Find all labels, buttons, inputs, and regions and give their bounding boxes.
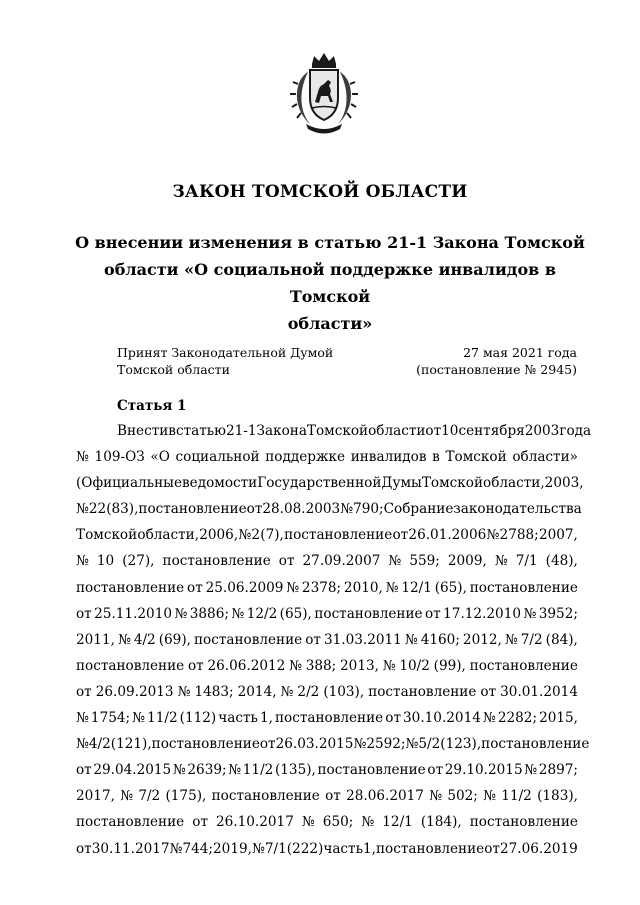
article-word: №: [231, 605, 245, 622]
article-word: от: [76, 683, 92, 700]
article-text-line: [76, 809, 578, 835]
article-word: постановление: [469, 579, 578, 596]
article-word: №: [429, 788, 443, 805]
article-word: 2007,: [538, 527, 578, 544]
article-word: №: [289, 657, 302, 674]
article-word: 26.01.2006: [408, 527, 487, 544]
article-word: от: [188, 657, 204, 674]
article-word: (84),: [545, 631, 578, 648]
article-word: 502;: [447, 788, 478, 805]
article-text-line: [76, 653, 578, 679]
article-word: 22: [88, 501, 107, 518]
article-word: №: [132, 710, 146, 727]
article-word: законодательства: [453, 501, 582, 518]
article-word: постановление: [314, 605, 423, 622]
article-word: 2003,: [544, 475, 584, 492]
article-word: постановление: [368, 683, 477, 700]
article-word: 2012,: [462, 631, 502, 648]
article-word: постановление: [481, 736, 590, 753]
tomsk-coat-of-arms-icon: [288, 50, 360, 134]
article-text-line: [76, 418, 592, 444]
law-subtitle: [70, 229, 590, 337]
article-word: 2897;: [538, 762, 578, 779]
article-text-line: [76, 470, 584, 496]
article-text-line: [76, 679, 578, 705]
article-word: от: [187, 579, 203, 596]
article-word: от: [484, 840, 500, 857]
article-word: 29.04.2015: [93, 762, 172, 779]
article-word: №: [76, 449, 89, 466]
article-word: №: [482, 710, 496, 727]
article-word: №: [251, 840, 265, 857]
article-word: часть: [218, 710, 258, 727]
article-word: №: [76, 501, 89, 518]
article-word: 28.08.2003: [262, 501, 341, 518]
article-word: 27.09.2007: [302, 553, 381, 570]
article-word: 12/1: [382, 814, 413, 831]
article-word: 559;: [409, 553, 440, 570]
article-word: (135),: [274, 762, 316, 779]
article-word: №: [174, 605, 188, 622]
article-word: постановление: [469, 657, 578, 674]
article-word: (99),: [433, 657, 466, 674]
article-text-line: [76, 548, 578, 574]
article-word: 2: [251, 527, 261, 544]
article-word: (48),: [545, 553, 578, 570]
article-text-line: [76, 444, 578, 470]
article-word: от: [425, 605, 441, 622]
adoption-resolution-line: (постановление № 2945): [416, 362, 577, 377]
article-word: №: [524, 762, 538, 779]
article-word: 3952;: [538, 605, 578, 622]
article-word: №: [228, 762, 242, 779]
article-word: постановление: [151, 736, 260, 753]
article-word: (Официальные: [76, 475, 183, 492]
law-title: ЗАКОН ТОМСКОЙ ОБЛАСТИ: [172, 182, 468, 202]
article-word: постановление: [76, 814, 185, 831]
article-word: Томской: [306, 423, 369, 439]
article-text-line: [76, 836, 578, 862]
article-word: (27),: [122, 553, 155, 570]
article-word: №: [340, 501, 354, 518]
article-word: (121),: [110, 736, 152, 753]
article-word: 11/2: [147, 710, 178, 727]
article-heading: Статья 1: [117, 398, 187, 414]
article-word: 2019,: [213, 840, 252, 857]
article-word: (83),: [106, 501, 139, 518]
article-word: №: [385, 579, 399, 596]
article-word: постановление: [469, 814, 578, 831]
article-word: (65),: [434, 579, 467, 596]
adoption-authority: [117, 344, 333, 378]
article-word: 4160;: [420, 631, 460, 648]
article-word: 26.10.2017: [216, 814, 294, 831]
article-text-line: [76, 575, 578, 601]
article-word: Закона: [256, 423, 307, 439]
article-text-line: [76, 705, 578, 731]
article-word: 2013,: [340, 657, 379, 674]
article-word: №: [172, 762, 186, 779]
article-word: 5/2: [418, 736, 441, 753]
adoption-date-line: 27 мая 2021 года: [463, 345, 577, 360]
article-word: Внести: [117, 423, 169, 439]
article-word: №: [504, 631, 518, 648]
article-word: (184),: [420, 814, 462, 831]
article-word: №: [76, 736, 89, 753]
article-word: (183),: [537, 788, 578, 805]
article-word: постановление: [138, 501, 247, 518]
article-text-line: [76, 757, 578, 783]
article-word: 30.11.2017: [91, 840, 170, 857]
article-word: от: [425, 423, 442, 439]
article-word: 2282;: [497, 710, 538, 727]
article-word: (103),: [323, 683, 365, 700]
article-word: 4/2: [133, 631, 156, 648]
article-word: 7/2: [138, 788, 161, 805]
article-word: постановление: [162, 553, 271, 570]
article-word: постановление: [211, 788, 320, 805]
article-word: 1754;: [90, 710, 131, 727]
article-word: Томской: [76, 527, 138, 544]
article-word: 12/2: [246, 605, 278, 622]
article-word: ведомости: [182, 475, 258, 492]
article-word: 12/1: [401, 579, 432, 596]
article-word: (123),: [440, 736, 482, 753]
article-word: №: [353, 736, 367, 753]
article-body: [76, 418, 592, 862]
article-word: №: [76, 710, 89, 727]
article-word: области»: [512, 449, 578, 466]
article-word: №: [238, 527, 252, 544]
article-word: 650;: [322, 814, 354, 831]
article-text-line: [76, 522, 578, 548]
article-word: Томской: [445, 449, 507, 466]
article-word: 2003: [524, 423, 560, 439]
article-word: 2/2: [297, 683, 320, 700]
article-word: 10: [441, 423, 459, 439]
article-word: №: [388, 553, 402, 570]
article-word: 10: [96, 553, 115, 570]
article-text-line: [76, 627, 578, 653]
article-word: №: [361, 814, 375, 831]
article-word: №: [120, 788, 134, 805]
article-word: (7),: [260, 527, 284, 544]
article-text-line: [76, 601, 578, 627]
article-word: 21-1: [225, 423, 257, 439]
article-word: от: [427, 762, 444, 779]
adoption-date: [405, 344, 577, 378]
article-word: 31.03.2011: [323, 631, 402, 648]
article-word: №: [404, 631, 418, 648]
article-word: 2592;: [366, 736, 406, 753]
article-word: №: [483, 788, 497, 805]
article-word: постановление: [76, 657, 185, 674]
article-word: №: [177, 683, 191, 700]
article-word: от: [385, 710, 401, 727]
article-word: 27.06.2019: [499, 840, 578, 857]
article-word: инвалидов: [350, 449, 427, 466]
law-subtitle-line: области «О социальной поддержке инвалидов в Томской: [104, 260, 556, 306]
article-word: Государственной: [257, 475, 382, 492]
adoption-authority-line: Принят Законодательной Думой: [117, 345, 334, 360]
article-word: 11/2: [501, 788, 532, 805]
article-word: №: [117, 631, 131, 648]
article-word: области: [368, 423, 426, 439]
article-word: 3886;: [189, 605, 229, 622]
article-word: 2010,: [343, 579, 383, 596]
article-word: от: [392, 527, 409, 544]
article-text-line: [76, 731, 590, 757]
article-word: №: [301, 814, 315, 831]
article-word: постановление: [317, 762, 426, 779]
article-word: от: [192, 814, 208, 831]
article-word: постановление: [284, 527, 393, 544]
article-word: сентября: [458, 423, 525, 439]
article-word: (69),: [158, 631, 191, 648]
article-word: 790;: [353, 501, 384, 518]
article-word: в: [168, 423, 176, 439]
article-word: области,: [483, 475, 545, 492]
article-word: №: [486, 527, 500, 544]
article-word: постановление: [274, 710, 384, 727]
article-word: 25.06.2009: [205, 579, 284, 596]
article-word: №: [280, 683, 294, 700]
article-word: 25.11.2010: [94, 605, 172, 622]
article-word: постановление: [76, 579, 185, 596]
article-word: №: [494, 553, 508, 570]
article-word: 26.09.2013: [95, 683, 174, 700]
article-word: Собрание: [383, 501, 454, 518]
article-word: 10/2: [399, 657, 430, 674]
article-word: Думы: [381, 475, 422, 492]
article-word: №: [405, 736, 419, 753]
article-word: (222): [286, 840, 324, 857]
article-word: от: [76, 762, 92, 779]
article-word: №: [169, 840, 183, 857]
article-word: социальной: [175, 449, 260, 466]
article-word: «О: [150, 449, 170, 466]
article-word: 26.03.2015: [275, 736, 354, 753]
article-word: 26.06.2012: [207, 657, 286, 674]
article-word: 4/2: [88, 736, 111, 753]
article-word: 17.12.2010: [443, 605, 521, 622]
article-word: №: [286, 579, 300, 596]
article-word: от: [480, 683, 497, 700]
article-word: №: [76, 553, 89, 570]
article-word: 7/1: [515, 553, 538, 570]
article-word: постановление: [193, 631, 303, 648]
article-word: 11/2: [242, 762, 274, 779]
article-word: (65),: [279, 605, 312, 622]
article-word: 2015,: [539, 710, 578, 727]
article-word: 2011,: [76, 631, 115, 648]
article-word: 1483;: [194, 683, 234, 700]
article-word: от: [305, 631, 321, 648]
article-word: 2788;: [499, 527, 539, 544]
article-word: 2639;: [187, 762, 227, 779]
article-word: 30.01.2014: [500, 683, 578, 700]
article-word: 1,: [363, 840, 376, 857]
law-subtitle-line: О внесении изменения в статью 21-1 Закона Томской: [75, 233, 585, 252]
article-word: от: [76, 840, 92, 857]
article-word: от: [259, 736, 276, 753]
article-word: 7/2: [520, 631, 543, 648]
article-word: №: [523, 605, 537, 622]
article-word: от: [246, 501, 263, 518]
article-word: №: [382, 657, 396, 674]
article-word: 1,: [259, 710, 273, 727]
article-word: от: [76, 605, 92, 622]
article-word: (112): [179, 710, 217, 727]
adoption-authority-line: Томской области: [117, 362, 230, 377]
article-word: 744;: [182, 840, 214, 857]
article-word: часть: [323, 840, 363, 857]
article-word: области,: [137, 527, 200, 544]
article-word: в: [432, 449, 440, 466]
article-word: 2378;: [301, 579, 342, 596]
article-word: от: [325, 788, 341, 805]
article-word: 2009,: [447, 553, 487, 570]
article-word: 29.10.2015: [444, 762, 523, 779]
article-word: 2017,: [76, 788, 115, 805]
article-word: 28.06.2017: [346, 788, 424, 805]
article-word: от: [278, 553, 295, 570]
article-word: 109-ОЗ: [94, 449, 145, 466]
article-word: постановление: [376, 840, 485, 857]
article-word: года: [559, 423, 592, 439]
law-subtitle-line: области»: [287, 314, 373, 333]
article-text-line: [76, 783, 578, 809]
article-word: (175),: [165, 788, 207, 805]
article-word: 388;: [305, 657, 337, 674]
article-text-line: [76, 496, 582, 522]
article-word: Томской: [421, 475, 484, 492]
article-word: 2006,: [199, 527, 239, 544]
article-word: 30.10.2014: [403, 710, 481, 727]
article-word: статью: [175, 423, 226, 439]
article-word: 2014,: [237, 683, 277, 700]
article-word: поддержке: [265, 449, 346, 466]
article-word: 7/1: [264, 840, 287, 857]
